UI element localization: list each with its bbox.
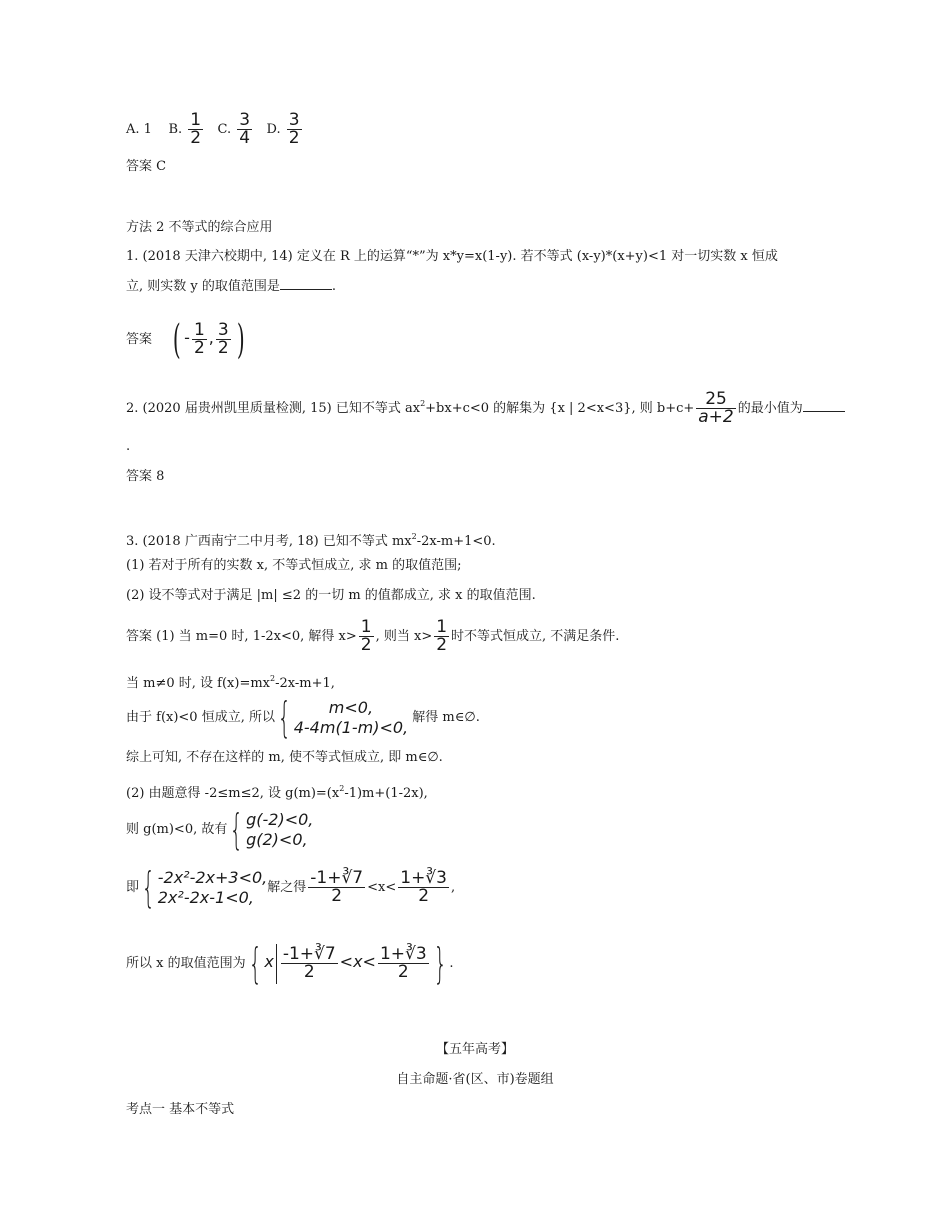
ans-text-c: 时不等式恒成立, 不满足条件. — [451, 629, 620, 644]
sys3-row1: -2x²-2x+3<0, — [157, 867, 268, 887]
half-fraction-1: $\frac{1}{2}$ — [360, 617, 372, 655]
l2-text-b: -2x-m+1, — [275, 676, 335, 691]
comma: , — [208, 328, 214, 347]
half-fraction-2: $\frac{1}{2}$ — [436, 617, 448, 655]
q3-answer-line2 — [126, 669, 335, 694]
q3-answer-line6 — [126, 804, 314, 854]
root-fraction-2: $\frac{1+∛3}{2}$ — [400, 868, 447, 906]
set-x2: x — [353, 952, 363, 971]
root-fraction-1: $\frac{-1+∛7}{2}$ — [310, 868, 364, 906]
less-than-x: <x< — [367, 880, 397, 895]
minus-sign: - — [184, 328, 190, 347]
option-a: A. 1 — [126, 122, 152, 137]
q3-text-a: 3. (2018 广西南宁二中月考, 18) 已知不等式 mx — [126, 534, 412, 549]
q2-sup: 2 — [420, 399, 426, 408]
left-brace: { — [230, 804, 244, 854]
sys3-row2: 2x²-2x-1<0, — [157, 887, 254, 907]
q2-text-a: 2. (2020 届贵州凯里质量检测, 15) 已知不等式 ax — [126, 401, 421, 416]
option-d-label: D. — [266, 122, 281, 137]
l7-text-a: 即 — [126, 880, 140, 895]
q1-frac2: $\frac{3}{2}$ — [217, 320, 229, 358]
q3-answer-line5 — [126, 779, 428, 804]
l7-text-b: 解之得 — [267, 880, 307, 895]
answer-blank — [803, 399, 845, 412]
q3-text-b: -2x-m+1<0. — [416, 534, 496, 549]
options-line — [126, 112, 304, 147]
q3-part1: (1) 若对于所有的实数 x, 不等式恒成立, 求 m 的取值范围; — [126, 558, 462, 573]
q1-line1: 1. (2018 天津六校期中, 14) 定义在 R 上的运算“*”为 x*y=x(1-y). 若不等式 (x-y)*(x+y)<1 对一切实数 x 恒成 — [126, 249, 778, 264]
system-3 — [158, 868, 268, 908]
q2-dot: . — [126, 439, 131, 454]
set-fraction-2: $\frac{1+∛3}{2}$ — [379, 944, 427, 982]
set-bar — [276, 944, 277, 984]
l7-comma: , — [450, 880, 456, 895]
q1-answer — [126, 316, 248, 363]
system-2 — [246, 810, 313, 850]
q2-text-c: 的最小值为 — [737, 401, 803, 416]
l2-text-a: 当 m≠0 时, 设 f(x)=mx — [126, 676, 270, 691]
option-b-fraction: $\frac{1}{2}$ — [190, 110, 202, 148]
set-fraction-1: $\frac{-1+∛7}{2}$ — [282, 944, 336, 982]
q3-answer-line4: 综上可知, 不存在这样的 m, 使不等式恒成立, 即 m∈∅. — [126, 750, 443, 765]
l2-sup: 2 — [270, 674, 276, 683]
section-subtitle: 自主命题·省(区、市)卷题组 — [396, 1072, 554, 1087]
q1-line2 — [126, 277, 336, 297]
set-lt-2: < — [362, 952, 376, 971]
answer-label: 答案 — [126, 332, 153, 347]
q3-answer-line1 — [126, 617, 619, 657]
sys2-row1: g(-2)<0, — [246, 809, 314, 829]
l5-sup: 2 — [339, 784, 345, 793]
ans-text-b: , 则当 x> — [375, 629, 433, 644]
answer-blank — [280, 277, 332, 290]
option-d-fraction: $\frac{3}{2}$ — [288, 110, 300, 148]
q3-answer-line8 — [126, 938, 454, 988]
option-c-fraction: $\frac{3}{4}$ — [239, 110, 251, 148]
method-heading: 方法 2 不等式的综合应用 — [126, 220, 273, 235]
q3-line1 — [126, 527, 496, 552]
set-x: x — [264, 952, 274, 971]
sys2-row2: g(2)<0, — [246, 829, 308, 849]
q1-line2-text: 立, 则实数 y 的取值范围是 — [126, 279, 280, 294]
q1-frac1: $\frac{1}{2}$ — [193, 320, 205, 358]
left-brace: { — [248, 938, 262, 988]
topic-heading: 考点一 基本不等式 — [126, 1102, 235, 1117]
q1-end: . — [331, 279, 337, 294]
set-lt-1: < — [339, 952, 354, 971]
q3-answer-line3 — [126, 692, 480, 742]
ans-text-a: 答案 (1) 当 m=0 时, 1-2x<0, 解得 x> — [126, 629, 357, 644]
l3-text-a: 由于 f(x)<0 恒成立, 所以 — [126, 710, 275, 725]
q2-line1 — [126, 384, 845, 429]
q2-text-b: +bx+c<0 的解集为 {x | 2<x<3}, 则 b+c+ — [425, 401, 695, 416]
q3-sup: 2 — [411, 532, 417, 541]
q2-fraction: $\frac{25}{a+2}$ — [698, 389, 734, 427]
close-paren: ) — [236, 316, 245, 363]
q2-answer: 答案 8 — [126, 469, 165, 484]
sys1-row2: 4-4m(1-m)<0, — [293, 717, 409, 737]
l3-text-b: 解得 m∈∅. — [412, 710, 480, 725]
l8-period: . — [449, 956, 454, 971]
left-brace: { — [277, 692, 292, 742]
l5-text-b: -1)m+(1-2x), — [344, 786, 428, 801]
right-brace: } — [433, 938, 447, 988]
l6-text-a: 则 g(m)<0, 故有 — [126, 822, 228, 837]
q3-part2: (2) 设不等式对于满足 |m| ≤2 的一切 m 的值都成立, 求 x 的取值范围. — [126, 588, 536, 603]
sys1-row1: m<0, — [328, 697, 374, 717]
q3-answer-line7 — [126, 864, 455, 912]
system-1 — [294, 698, 408, 738]
left-brace: { — [141, 862, 156, 912]
l5-text-a: (2) 由题意得 -2≤m≤2, 设 g(m)=(x — [126, 786, 340, 801]
answer-c: 答案 C — [126, 159, 167, 174]
open-paren: ( — [172, 316, 181, 363]
option-b-label: B. — [168, 122, 183, 137]
l8-text-a: 所以 x 的取值范围为 — [126, 956, 246, 971]
section-title: 【五年高考】 — [435, 1042, 514, 1057]
option-c-label: C. — [217, 122, 232, 137]
